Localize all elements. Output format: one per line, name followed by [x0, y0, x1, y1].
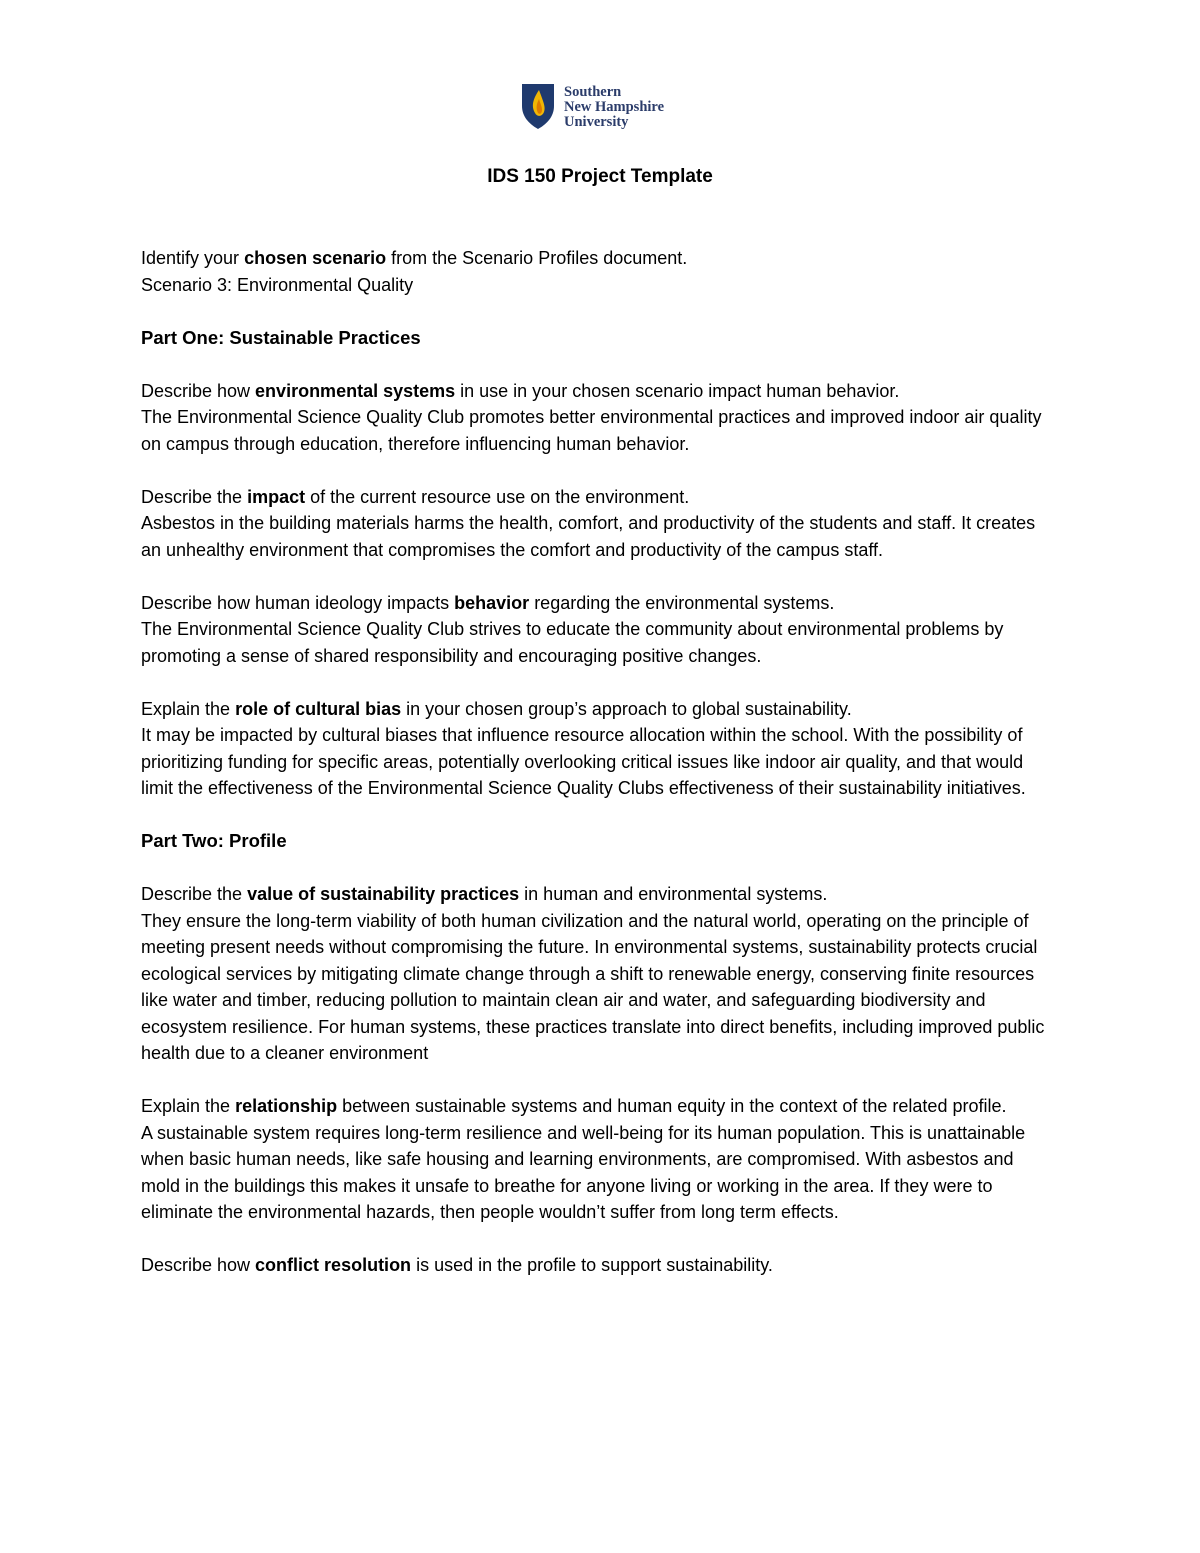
question-answer: Asbestos in the building materials harms the health, comfort, and productivity of the students and staff. It creates an unhealthy environment that compromises the comfort and productivity of the campus staff.: [141, 513, 1036, 560]
question-prompt: [141, 696, 1056, 723]
document-title: IDS 150 Project Template: [487, 166, 713, 187]
prompt-keyword: relationship: [235, 1096, 338, 1116]
question-answer: They ensure the long-term viability of both human civilization and the natural world, operating on the principle of meeting present needs without compromising the future. In environmental systems, sustainability protects crucial ecological services by mitigating climate change through a shift to renewable energy, conserving finite resources like water and timber, reducing pollution to maintain clean air and water, and safeguarding biodiversity and ecosystem resilience. For human systems, these practices translate into direct benefits, including improved public health due to a cleaner environment: [141, 910, 1045, 1063]
prompt-text: Explain the: [141, 698, 236, 719]
prompt-text: of the current resource use on the environment.: [305, 486, 690, 507]
prompt-text: in use in your chosen scenario impact human behavior.: [455, 380, 900, 401]
prompt-text: from the Scenario Profiles document.: [386, 248, 688, 268]
prompt-text: Explain the: [141, 1096, 236, 1116]
prompt-text: in your chosen group’s approach to global sustainability.: [401, 698, 852, 719]
prompt-text: Describe the: [141, 486, 248, 507]
logo-line-3: University: [564, 114, 629, 130]
question-answer: It may be impacted by cultural biases that influence resource allocation within the school. With the possibility of prioritizing funding for specific areas, potentially overlooking critical issues like indoor air quality, and that would limit the effectiveness of the Environmental Science Quality Clubs effectiveness of their sustainability initiatives.: [141, 725, 1026, 798]
prompt-keyword: role of cultural bias: [235, 698, 402, 719]
prompt-keyword: conflict resolution: [255, 1255, 412, 1275]
prompt-text: in human and environmental systems.: [519, 884, 828, 904]
question-prompt: [141, 590, 1056, 617]
logo-line-2: New Hampshire: [564, 99, 665, 115]
part-two-heading: Part Two: Profile: [141, 830, 287, 851]
question-prompt: [141, 1252, 1056, 1279]
shield-flame-icon: [520, 82, 556, 130]
scenario-prompt: [141, 245, 1056, 272]
question-prompt: [141, 484, 1056, 511]
prompt-keyword: chosen scenario: [244, 248, 387, 268]
prompt-text: regarding the environmental systems.: [529, 592, 835, 613]
university-logo: [520, 82, 664, 132]
scenario-answer: Scenario 3: Environmental Quality: [141, 274, 414, 295]
question-prompt: [141, 881, 1056, 908]
logo-line-1: Southern: [564, 84, 622, 100]
question-answer: A sustainable system requires long-term resilience and well-being for its human population. This is unattainable when basic human needs, like safe housing and learning environments, are compromised. With asbestos and mold in the buildings this makes it unsafe to breathe for anyone living or working in the area. If they were to eliminate the environmental hazards, then people wouldn’t suffer from long term effects.: [141, 1122, 1026, 1222]
question-prompt: [141, 1093, 1056, 1120]
prompt-text: Identify your: [141, 248, 245, 268]
prompt-keyword: behavior: [454, 592, 530, 613]
prompt-text: between sustainable systems and human equity in the context of the related profile.: [337, 1096, 1007, 1116]
prompt-keyword: environmental systems: [255, 380, 456, 401]
document-body: [141, 245, 1056, 1279]
prompt-keyword: impact: [247, 486, 306, 507]
prompt-text: Describe the: [141, 884, 248, 904]
prompt-text: Describe how: [141, 1255, 256, 1275]
question-prompt: [141, 378, 1056, 405]
question-answer: The Environmental Science Quality Club strives to educate the community about environmental problems by promoting a sense of shared responsibility and encouraging positive changes.: [141, 619, 1004, 666]
prompt-text: is used in the profile to support sustainability.: [411, 1255, 773, 1275]
part-one-heading: Part One: Sustainable Practices: [141, 326, 421, 348]
question-answer: The Environmental Science Quality Club promotes better environmental practices and improved indoor air quality on campus through education, therefore influencing human behavior.: [141, 407, 1042, 454]
logo-wordmark: [564, 85, 664, 130]
prompt-text: Describe how human ideology impacts: [141, 592, 455, 613]
prompt-keyword: value of sustainability practices: [247, 884, 520, 904]
prompt-text: Describe how: [141, 380, 256, 401]
